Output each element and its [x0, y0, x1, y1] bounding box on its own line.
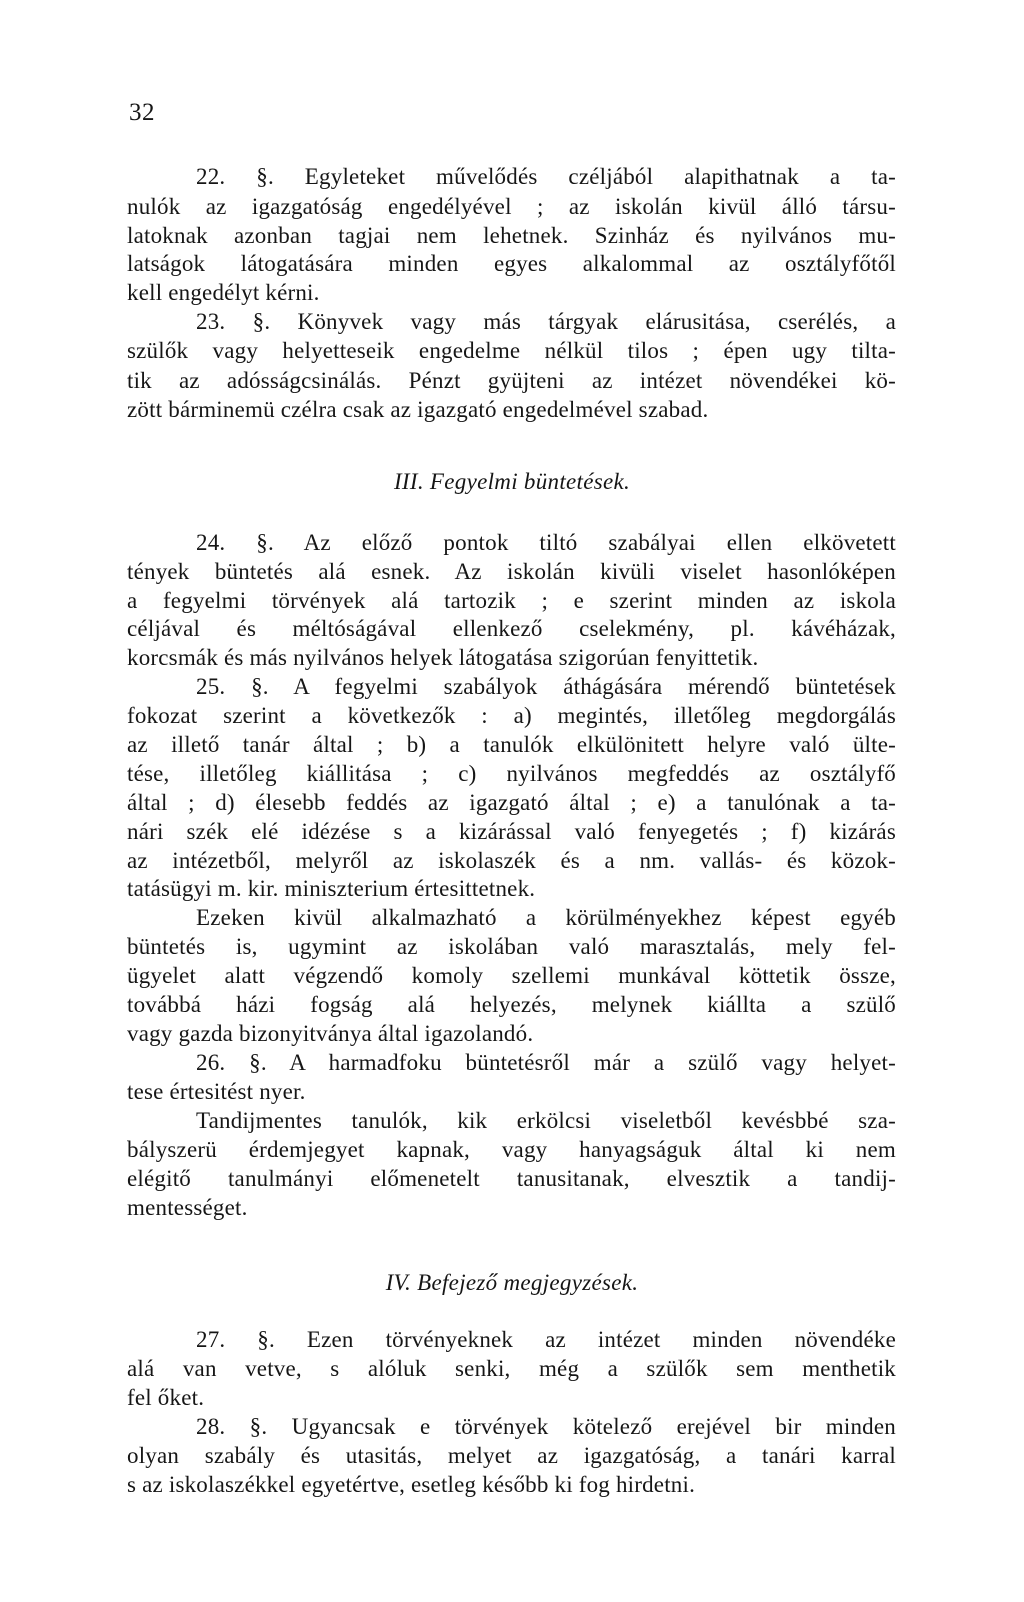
text-line: olyan szabály és utasitás, melyet az igazgatóság, a tanári karral [127, 1443, 896, 1468]
text-line: 25. §. A fegyelmi szabályok áthágására mérendő büntetések [196, 674, 896, 699]
text-line: ügyelet alatt végzendő komoly szellemi munkával köttetik össze, [127, 963, 896, 988]
text-line: korcsmák és más nyilvános helyek látogatása szigorúan fenyittetik. [127, 645, 759, 670]
page-number: 32 [129, 99, 155, 126]
text-line: a fegyelmi törvények alá tartozik ; e szerint minden az iskola [127, 588, 896, 613]
text-line: az intézetből, melyről az iskolaszék és a nm. vallás- és közok- [127, 848, 896, 873]
text-line: fel őket. [127, 1385, 205, 1410]
text-line: nulók az igazgatóság engedélyével ; az iskolán kivül álló társu- [127, 194, 896, 219]
text-line: alá van vetve, s alóluk senki, még a szülők sem menthetik [127, 1356, 896, 1381]
text-line: 24. §. Az előző pontok tiltó szabályai ellen elkövetett [196, 530, 896, 555]
text-line: céljával és méltóságával ellenkező cselekmény, pl. kávéházak, [127, 616, 896, 641]
text-line: tese értesitést nyer. [127, 1079, 306, 1104]
section-heading: III. Fegyelmi büntetések. [393, 469, 631, 494]
text-line: által ; d) élesebb feddés az igazgató által ; e) a tanulónak a ta- [127, 790, 896, 815]
text-line: s az iskolaszékkel egyetértve, esetleg később ki fog hirdetni. [127, 1472, 696, 1497]
text-line: büntetés is, ugymint az iskolában való marasztalás, mely fel- [127, 934, 896, 959]
text-line: zött bárminemü czélra csak az igazgató engedelmével szabad. [127, 397, 709, 422]
text-line: továbbá házi fogság alá helyezés, melynek kiállta a szülő [127, 992, 896, 1017]
text-line: latságok látogatására minden egyes alkalommal az osztályfőtől [127, 251, 896, 276]
text-line: 22. §. Egyleteket művelődés czéljából alapithatnak a ta- [196, 164, 896, 189]
text-line: nári szék elé idézése s a kizárással való fenyegetés ; f) kizárás [127, 819, 896, 844]
text-line: elégitő tanulmányi előmenetelt tanusitanak, elvesztik a tandij- [127, 1166, 896, 1191]
section-heading: IV. Befejező megjegyzések. [385, 1270, 639, 1295]
text-line: tik az adósságcsinálás. Pénzt gyüjteni az intézet növendékei kö- [127, 368, 896, 393]
text-line: kell engedélyt kérni. [127, 280, 320, 305]
text-line: tatásügyi m. kir. miniszterium értesittetnek. [127, 876, 536, 901]
text-line: fokozat szerint a következők : a) megintés, illetőleg megdorgálás [127, 703, 896, 728]
text-line: az illető tanár által ; b) a tanulók elkülönitett helyre való ülte- [127, 732, 896, 757]
text-line: szülők vagy helyetteseik engedelme nélkül tilos ; épen ugy tilta- [127, 338, 896, 363]
text-line: latoknak azonban tagjai nem lehetnek. Szinház és nyilvános mu- [127, 223, 896, 248]
text-line: Ezeken kivül alkalmazható a körülményekhez képest egyéb [196, 905, 896, 930]
text-line: 23. §. Könyvek vagy más tárgyak elárusitása, cserélés, a [196, 309, 896, 334]
text-line: Tandijmentes tanulók, kik erkölcsi viseletből kevésbbé sza- [196, 1108, 896, 1133]
text-line: vagy gazda bizonyitványa által igazolandó. [127, 1021, 534, 1046]
text-line: 28. §. Ugyancsak e törvények kötelező erejével bir minden [196, 1414, 896, 1439]
text-line: tése, illetőleg kiállitása ; c) nyilvános megfeddés az osztályfő [127, 761, 896, 786]
text-line: tények büntetés alá esnek. Az iskolán kivüli viselet hasonlóképen [127, 559, 896, 584]
text-line: 26. §. A harmadfoku büntetésről már a szülő vagy helyet- [196, 1050, 896, 1075]
text-line: bályszerü érdemjegyet kapnak, vagy hanyagságuk által ki nem [127, 1137, 896, 1162]
text-line: mentességet. [127, 1195, 248, 1220]
text-line: 27. §. Ezen törvényeknek az intézet minden növendéke [196, 1327, 896, 1352]
